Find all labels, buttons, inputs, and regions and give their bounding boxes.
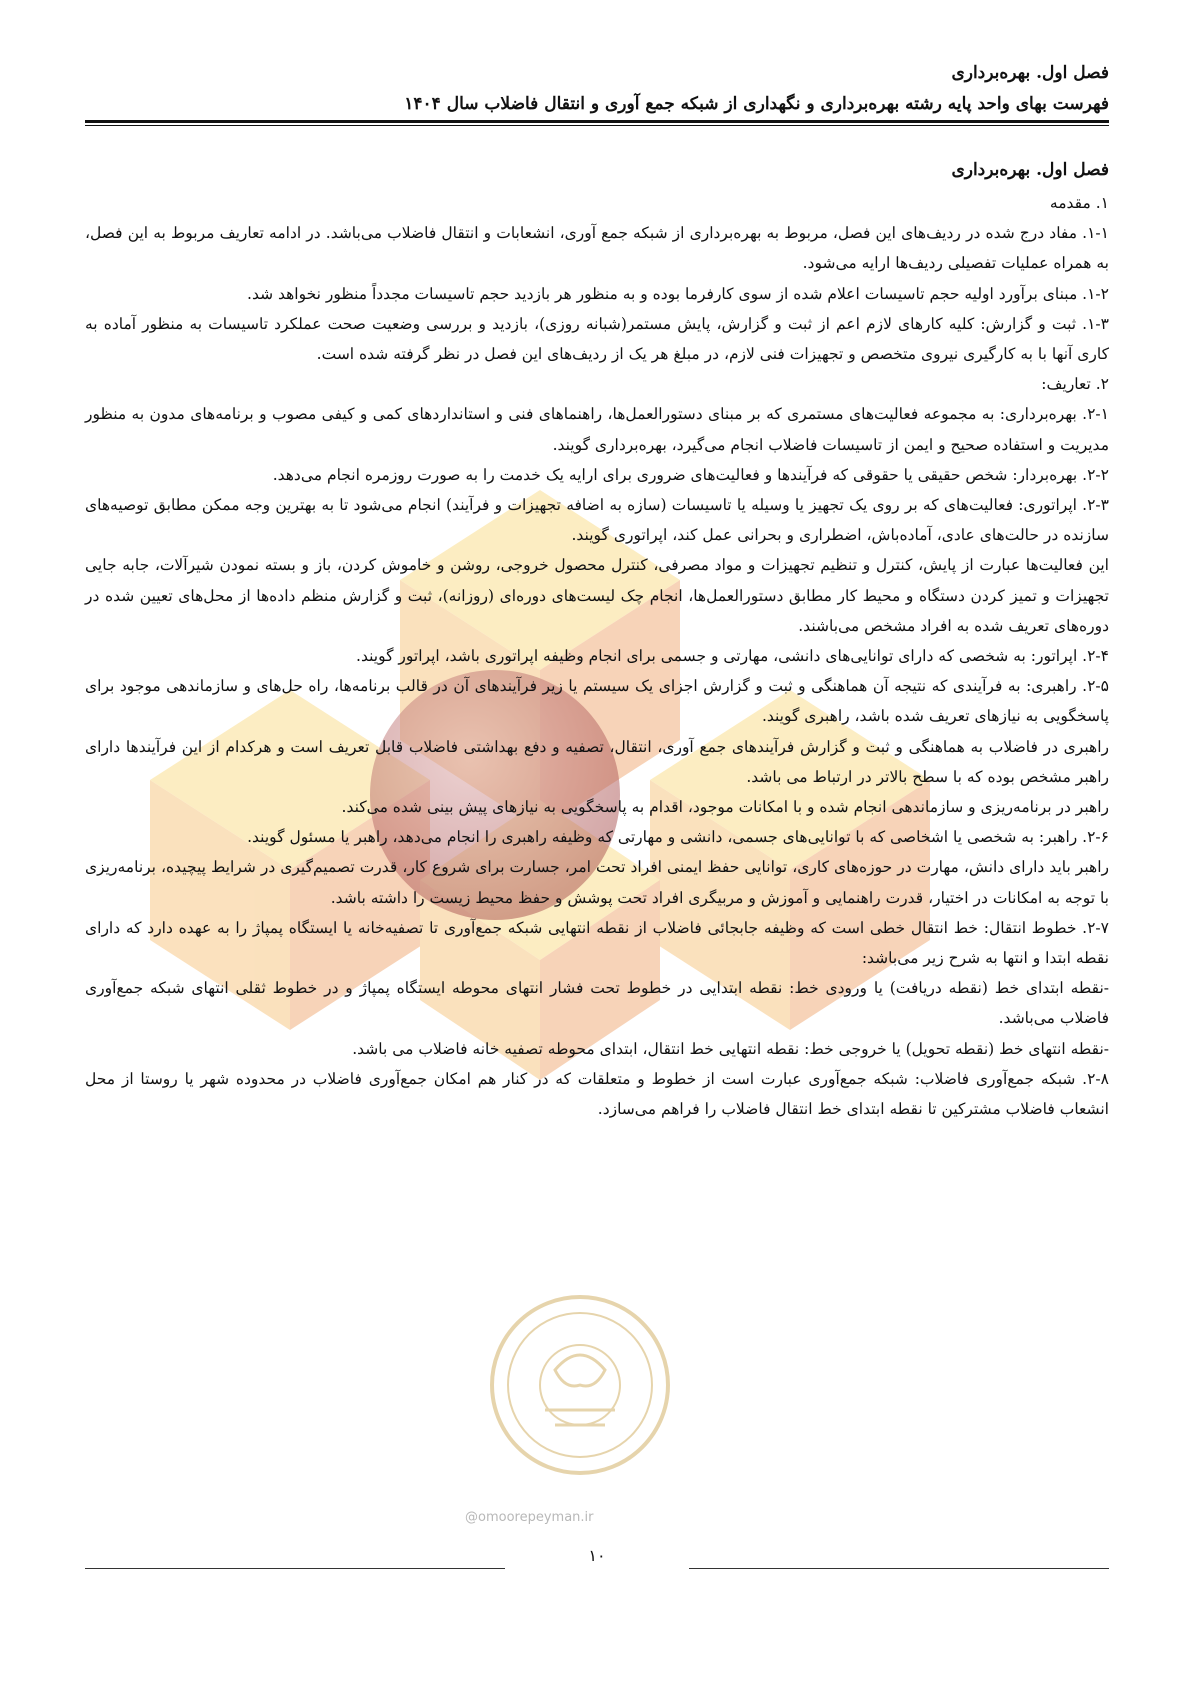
- paragraph-2-7: ۲-۷. خطوط انتقال: خط انتقال خطی است که وظیفه جابجائی فاضلاب از نقطه انتهایی شبکه جمع‌آوری تا تصفیه‌خانه یا ایستگاه پمپاژ را به عهده دارد که دارای نقطه ابتدا و انتها به شرح زیر می‌باشد:: [85, 918, 1109, 968]
- page-footer: [85, 1546, 1109, 1586]
- paragraph-line-start: -نقطه ابتدای خط (نقطه دریافت) یا ورودی خط: نقطه ابتدایی در خطوط تحت فشار انتهای محوطه ایستگاه پمپاژ و در خطوط ثقلی انتهای شبکه جمع‌آوری فاضلاب می‌باشد.: [85, 979, 1109, 1028]
- paragraph-1-3: ۱-۳. ثبت و گزارش: کلیه کارهای لازم اعم از ثبت و گزارش، پایش مستمر(شبانه روزی)، بازدید و بررسی وضعیت صحت عملکرد تاسیسات به منظور آماده به کاری آنها با به کارگیری نیروی متخصص و تجهیزات فنی لازم، در مبلغ هر یک از ردیف‌های این فصل در نظر گرفته شده است.: [85, 314, 1109, 364]
- paragraph-2-2: ۲-۲. بهره‌بردار: شخص حقیقی یا حقوقی که فرآیندها و فعالیت‌های ضروری برای ارایه یک خدمت را به صورت روزمره انجام می‌دهد.: [272, 465, 1109, 484]
- footer-line-left: [85, 1568, 505, 1569]
- paragraph-2-8: ۲-۸. شبکه جمع‌آوری فاضلاب: شبکه جمع‌آوری عبارت است از خطوط و متعلقات که در کنار هم امکان جمع‌آوری فاضلاب در محدوده شهر یا روستا از محل انشعاب فاضلاب مشترکین تا نقطه ابتدای خط انتقال فاضلاب را فراهم می‌سازد.: [85, 1069, 1109, 1119]
- header-chapter: فصل اول. بهره‌برداری: [951, 63, 1109, 83]
- watermark-site: @omoorepeyman.ir: [465, 1510, 594, 1525]
- paragraph-1-2: ۱-۲. مبنای برآورد اولیه حجم تاسیسات اعلام شده از سوی کارفرما بوده و به منظور هر بازدید حجم تاسیسات مجدداً منظور نخواهد شد.: [247, 284, 1109, 303]
- paragraph-definitions-heading: ۲. تعاریف:: [1041, 375, 1109, 394]
- paragraph-2-1: ۲-۱. بهره‌برداری: به مجموعه فعالیت‌های مستمری که بر مبنای دستورالعمل‌ها، راهنماهای فنی و استانداردهای کمی و کیفی مصوب و برنامه‌های مدون به منظور مدیریت و استفاده صحیح و ایمن از تاسیسات فاضلاب انجام می‌گیرد، بهره‌برداری گویند.: [85, 405, 1109, 454]
- paragraph-operations: این فعالیت‌ها عبارت از پایش، کنترل و تنظیم تجهیزات و مواد مصرفی، کنترل محصول خروجی، روشن و خاموش کردن، باز و بسته نمودن شیرآلات، جابه جایی تجهیزات و تمیز کردن دستگاه و محیط کار مطابق دستورالعمل‌ها، انجام چک لیست‌های دوره‌ای (روزانه)، ثبت و گزارش منظم داده‌ها از محل‌های تعیین شده در دوره‌های تعریف شده به افراد مشخص می‌باشند.: [85, 556, 1109, 635]
- header-title: فهرست بهای واحد پایه رشته بهره‌برداری و نگهداری از شبکه جمع آوری و انتقال فاضلاب سال ۱۴۰۴: [404, 94, 1109, 114]
- paragraph-leader-skills: راهبر باید دارای دانش، مهارت در حوزه‌های کاری، توانایی حفظ ایمنی افراد تحت امر، جسارت برای شروع کار، قدرت تصمیم‌گیری در شرایط پیچیده، برنامه‌ریزی با توجه به امکانات در اختیار، قدرت راهنمایی و آموزش و مربیگری افراد تحت پوشش و حفظ محیط زیست را داشته باشد.: [85, 858, 1109, 907]
- paragraph-2-6: ۲-۶. راهبر: به شخصی یا اشخاصی که با توانایی‌های جسمی، دانشی و مهارتی که وظیفه راهبری را انجام می‌دهد، راهبر یا مسئول گویند.: [247, 828, 1109, 847]
- paragraph-2-3: ۲-۳. اپراتوری: فعالیت‌های که بر روی یک تجهیز یا وسیله یا تاسیسات (سازه به اضافه تجهیزات و فرآیند) انجام می‌شود تا به بهترین وجه ممکن مطابق توصیه‌های سازنده در حالت‌های عادی، آماده‌باش، اضطراری و بحرانی عمل کند، اپراتوری گویند.: [85, 496, 1109, 545]
- footer-line-right: [689, 1568, 1109, 1569]
- document-page: [85, 58, 1109, 1124]
- paragraph-leader-planning: راهبر در برنامه‌ریزی و سازماندهی انجام شده و با امکانات موجود، اقدام به پاسخگویی به نیازهای پیش بینی شده می‌کند.: [341, 798, 1109, 817]
- paragraph-1-1: ۱-۱. مفاد درج شده در ردیف‌های این فصل، مربوط به بهره‌برداری از شبکه جمع آوری، انشعابات و انتقال فاضلاب می‌باشد. در ادامه تعاریف مربوط به این فصل، به همراه عملیات تفصیلی ردیف‌ها ارایه می‌شود.: [85, 224, 1109, 273]
- section-title: فصل اول. بهره‌برداری: [951, 160, 1109, 180]
- paragraph-2-4: ۲-۴. اپراتور: به شخصی که دارای توانایی‌های دانشی، مهارتی و جسمی برای انجام وظیفه اپراتوری باشد، اپراتور گویند.: [356, 647, 1109, 666]
- header-divider: [85, 120, 1109, 126]
- paragraph-guidance-wastewater: راهبری در فاضلاب به هماهنگی و ثبت و گزارش فرآیندهای جمع آوری، انتقال، تصفیه و دفع بهداشتی فاضلاب قابل تعریف است و هرکدام از این فرآیندها دارای راهبر مشخص بوده که با سطح بالاتر در ارتباط می باشد.: [85, 737, 1109, 786]
- page-number: ۱۰: [588, 1546, 606, 1565]
- paragraph-intro-heading: ۱. مقدمه: [1049, 194, 1109, 212]
- paragraph-2-5: ۲-۵. راهبری: به فرآیندی که نتیجه آن هماهنگی و ثبت و گزارش اجزای یک سیستم یا زیر فرآیندهای آن در قالب برنامه‌ها، راه حل‌های و سازماندهی موجود برای پاسخگویی به نیازهای تعریف شده باشد، راهبری گویند.: [85, 677, 1109, 726]
- paragraph-line-end: -نقطه انتهای خط (نقطه تحویل) یا خروجی خط: نقطه انتهایی خط انتقال، ابتدای محوطه تصفیه خانه فاضلاب می باشد.: [352, 1039, 1109, 1058]
- seal-watermark: [485, 1290, 675, 1480]
